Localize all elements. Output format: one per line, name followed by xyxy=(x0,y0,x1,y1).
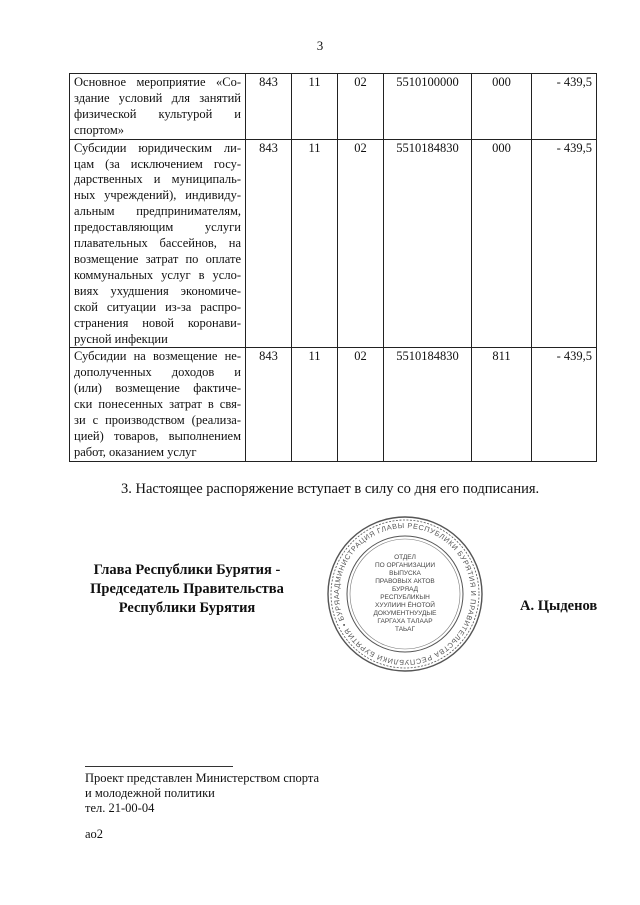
seal-inner-line: ДОКУМЕНТНУУДЫЕ xyxy=(373,610,437,617)
footnote xyxy=(85,771,319,816)
signatory-line: Глава Республики Бурятия - xyxy=(93,562,281,578)
description-line: альным предпринимателям, xyxy=(74,204,241,219)
seal-inner-line: ОТДЕЛ xyxy=(394,554,416,561)
description-line: возмещение затрат по оплате xyxy=(74,251,241,266)
seal-inner-line: РЕСПУБЛИКЫН xyxy=(380,594,430,601)
footnote-divider xyxy=(85,766,233,767)
description-line: дарственных и муниципаль- xyxy=(74,172,241,187)
description-line: виях ухудшения экономиче- xyxy=(74,283,241,298)
description-line: коммунальных услуг в усло- xyxy=(74,267,241,282)
expense-description xyxy=(70,348,246,461)
seal-inner-line: ХУУЛИИН ЁНОТОЙ xyxy=(375,602,435,609)
description-line: русной инфекции xyxy=(74,331,168,346)
description-line: здание условий для занятий xyxy=(74,90,241,105)
description-line: цией) товаров, выполнением xyxy=(74,428,241,443)
amount-cell: - 439,5 xyxy=(532,139,597,348)
expense-kind-code: 000 xyxy=(472,74,532,140)
signatory-title xyxy=(78,561,296,618)
expense-description xyxy=(70,139,246,348)
footnote-line: и молодежной политики xyxy=(85,786,215,800)
seal-inner-line: ПО ОРГАНИЗАЦИИ xyxy=(374,562,436,569)
amount-cell: - 439,5 xyxy=(532,74,597,140)
budget-table xyxy=(69,73,597,462)
target-article-code: 5510100000 xyxy=(384,74,472,140)
signatory-line: Председатель Правительства xyxy=(90,581,284,597)
amount-cell: - 439,5 xyxy=(532,348,597,461)
expense-description xyxy=(70,74,246,140)
seal-inner-line: ВЫПУСКА xyxy=(389,570,421,577)
description-line: спортом» xyxy=(74,122,125,137)
expense-kind-code: 000 xyxy=(472,139,532,348)
description-line: ской ситуации из-за распро- xyxy=(74,299,241,314)
subsection-code: 02 xyxy=(338,74,384,140)
seal-outer-text: АДМИНИСТРАЦИЯ ГЛАВЫ РЕСПУБЛИКИ БУРЯТИЯ И ПРАВИТЕЛЬСТВА РЕСПУБЛИКИ БУРЯТИЯ • БУРЯА xyxy=(331,520,479,668)
description-line: зи с производством (реализа- xyxy=(74,413,241,428)
document-code: ао2 xyxy=(85,827,104,841)
seal-inner-line: ТАЬАГ xyxy=(394,626,416,633)
section-code: 11 xyxy=(292,348,338,461)
description-line: ных учреждений), индивиду- xyxy=(74,188,241,203)
seal-inner-text xyxy=(345,554,465,634)
description-line: Основное мероприятие «Со- xyxy=(74,75,241,89)
target-article-code: 5510184830 xyxy=(384,139,472,348)
description-line: физической культурой и xyxy=(74,106,241,121)
description-line: работ, оказанием услуг xyxy=(74,444,197,459)
description-line: плавательных бассейнов, на xyxy=(74,236,241,251)
table-row xyxy=(70,74,597,140)
seal-inner-line: ПРАВОВЫХ АКТОВ xyxy=(375,578,435,585)
description-line: (или) возмещение фактиче- xyxy=(74,381,241,396)
seal-inner-line: ГАРГАХА ТАЛААР xyxy=(377,618,433,625)
description-line: Субсидии юридическим ли- xyxy=(74,140,241,155)
decree-clause: 3. Настоящее распоряжение вступает в силу со дня его подписания. xyxy=(121,481,540,497)
ministry-code: 843 xyxy=(246,139,292,348)
subsection-code: 02 xyxy=(338,348,384,461)
table-row xyxy=(70,139,597,348)
page-number: 3 xyxy=(316,38,324,53)
signer-name: А. Цыденов xyxy=(520,598,598,614)
signatory-line: Республики Бурятия xyxy=(118,600,256,616)
section-code: 11 xyxy=(292,139,338,348)
description-line: цам (за исключением госу- xyxy=(74,156,241,171)
description-line: предоставляющим услуги xyxy=(74,220,241,235)
footnote-line: тел. 21-00-04 xyxy=(85,801,155,815)
description-line: ски понесенных затрат в свя- xyxy=(74,397,241,412)
description-line: Субсидии на возмещение не- xyxy=(74,349,241,364)
seal-inner-line: БУРЯАД xyxy=(391,586,419,593)
description-line: странения новой коронави- xyxy=(74,315,241,330)
section-code: 11 xyxy=(292,74,338,140)
expense-kind-code: 811 xyxy=(472,348,532,461)
target-article-code: 5510184830 xyxy=(384,348,472,461)
description-line: дополученных доходов и xyxy=(74,365,241,380)
ministry-code: 843 xyxy=(246,348,292,461)
subsection-code: 02 xyxy=(338,139,384,348)
table-row xyxy=(70,348,597,461)
official-seal xyxy=(325,514,485,674)
footnote-line: Проект представлен Министерством спорта xyxy=(85,771,320,785)
ministry-code: 843 xyxy=(246,74,292,140)
